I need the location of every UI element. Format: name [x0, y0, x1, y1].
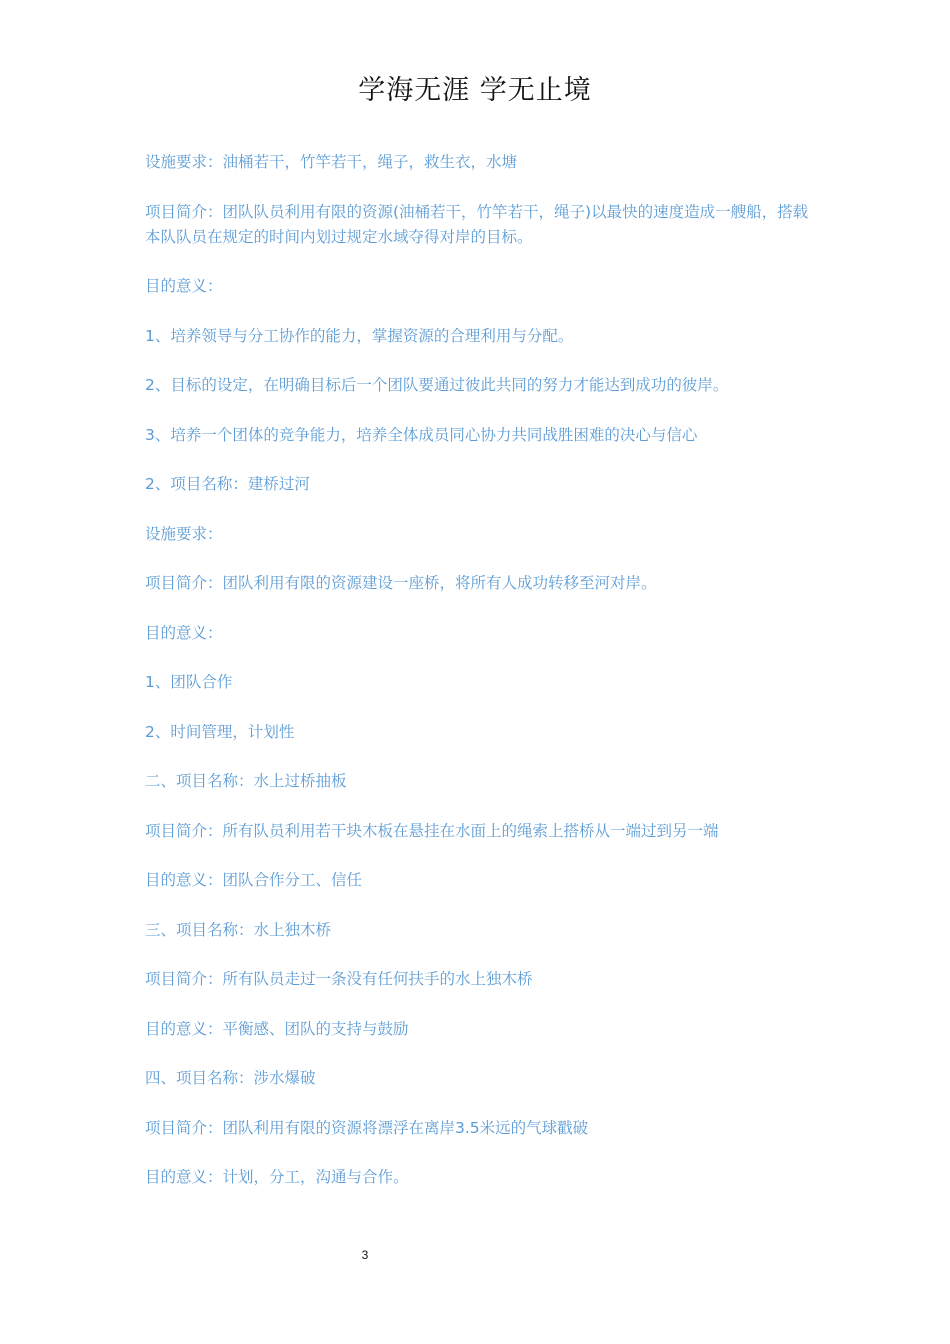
paragraph-purpose-log: 目的意义：平衡感、团队的支持与鼓励 — [145, 1019, 409, 1038]
paragraph-purpose-item-2: 2、目标的设定，在明确目标后一个团队要通过彼此共同的努力才能达到成功的彼岸。 — [145, 376, 729, 394]
paragraph-project-name-log: 三、项目名称：水上独木桥 — [145, 920, 332, 939]
paragraph-project-name-blast: 四、项目名称：涉水爆破 — [145, 1069, 316, 1087]
paragraph-project-intro-blast: 项目简介：团队利用有限的资源将漂浮在离岸3.5米远的气球戳破 — [145, 1118, 589, 1137]
paragraph-purpose-heading: 目的意义： — [145, 277, 223, 295]
page-header-title: 学海无涯 学无止境 — [358, 75, 592, 106]
paragraph-project-intro-plank: 项目简介：所有队员利用若干块木板在悬挂在水面上的绳索上搭桥从一端过到另一端 — [145, 821, 719, 840]
paragraph-project-name-plank: 二、项目名称：水上过桥抽板 — [145, 772, 347, 790]
paragraph-project-intro-log: 项目简介：所有队员走过一条没有任何扶手的水上独木桥 — [145, 970, 533, 988]
paragraph-facility-requirements: 设施要求：油桶若干，竹竿若干，绳子，救生衣，水塘 — [145, 153, 518, 171]
paragraph-purpose-blast: 目的意义：计划，分工，沟通与合作。 — [145, 1168, 409, 1186]
paragraph-purpose-heading-2: 目的意义： — [145, 623, 223, 642]
paragraph-bridge-purpose-2: 2、时间管理，计划性 — [145, 722, 295, 741]
paragraph-purpose-plank: 目的意义：团队合作分工、信任 — [145, 871, 363, 889]
paragraph-project-intro-bridge: 项目简介：团队利用有限的资源建设一座桥，将所有人成功转移至河对岸。 — [145, 574, 657, 592]
paragraph-project-intro: 项目简介：团队队员利用有限的资源(油桶若干，竹竿若干，绳子)以最快的速度造成一艘船，搭载本队队员在规定的时间内划过规定水域夺得对岸的目标。 — [145, 202, 809, 246]
paragraph-bridge-purpose-1: 1、团队合作 — [145, 673, 233, 691]
paragraph-facility-requirements-2: 设施要求： — [145, 524, 223, 543]
paragraph-project-name-bridge: 2、项目名称：建桥过河 — [145, 475, 310, 493]
page-number: 3 — [361, 1248, 369, 1262]
paragraph-purpose-item-3: 3、培养一个团体的竞争能力，培养全体成员同心协力共同战胜困难的决心与信心 — [145, 425, 698, 444]
document-body — [145, 150, 815, 1215]
paragraph-purpose-item-1: 1、培养领导与分工协作的能力，掌握资源的合理利用与分配。 — [145, 326, 574, 345]
